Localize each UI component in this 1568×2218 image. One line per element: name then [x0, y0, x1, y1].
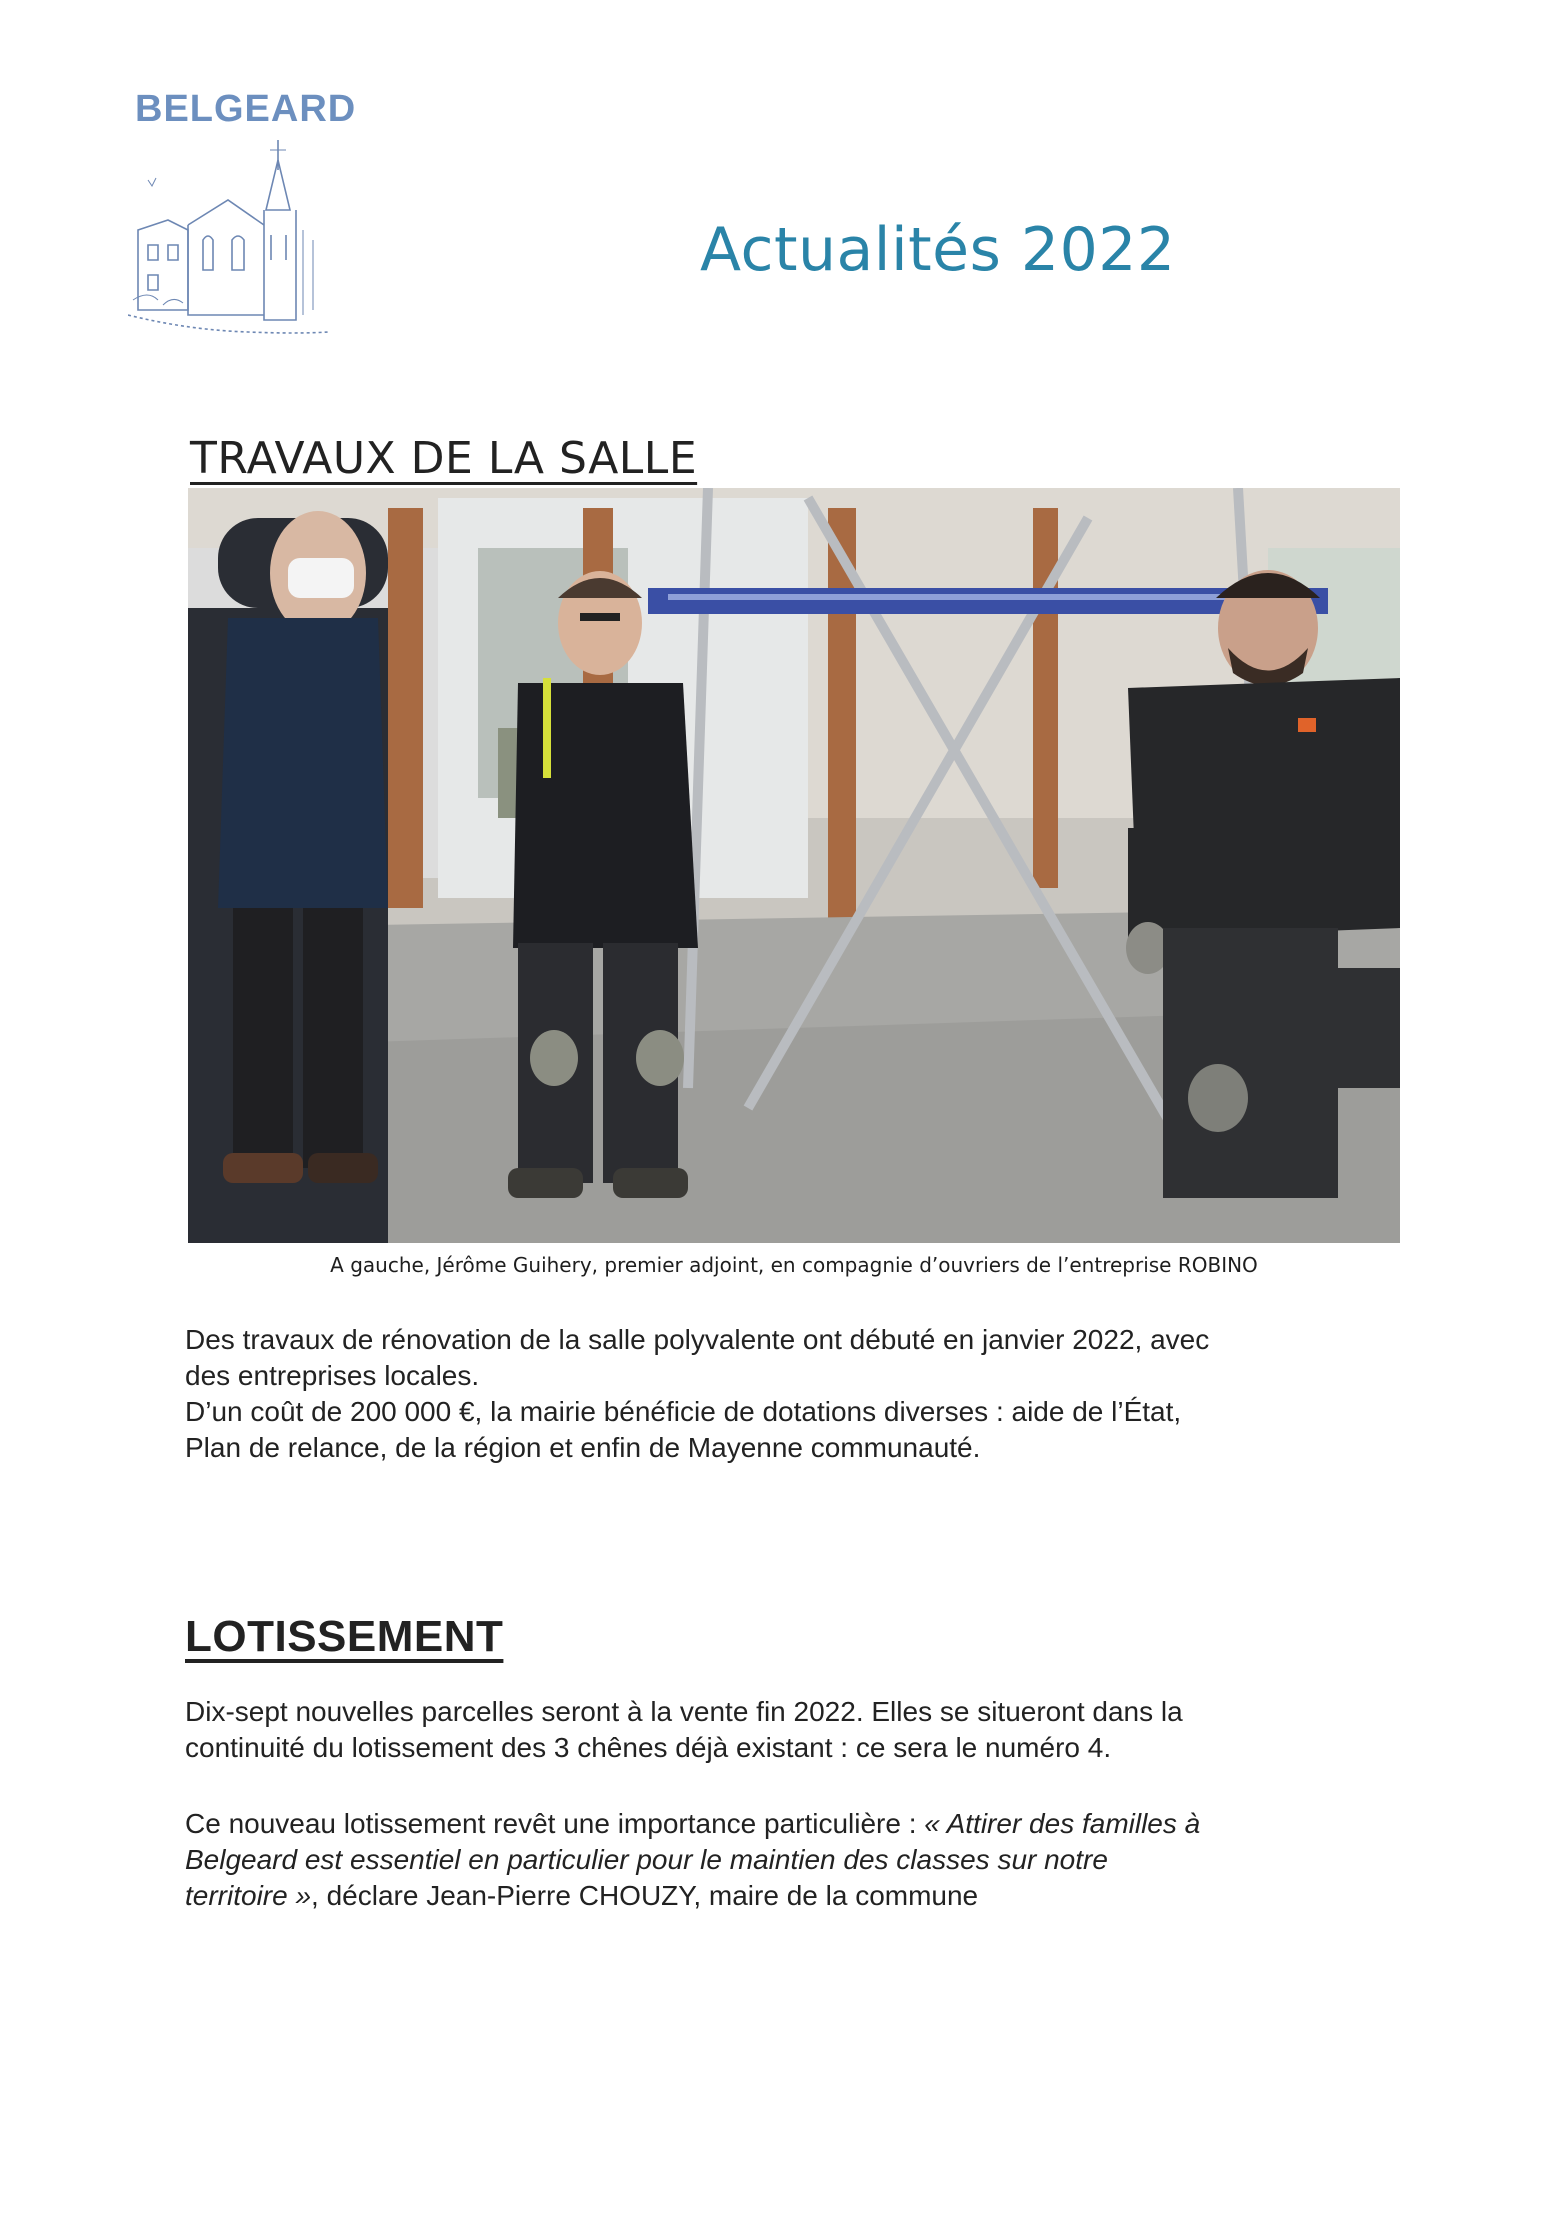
text-line: continuité du lotissement des 3 chênes déjà existant : ce sera le numéro 4. [185, 1732, 1112, 1763]
text-line: Des travaux de rénovation de la salle polyvalente ont débuté en janvier 2022, avec [185, 1324, 1210, 1355]
text-line: D’un coût de 200 000 €, la mairie bénéficie de dotations diverses : aide de l’État, [185, 1396, 1182, 1427]
section-heading-travaux: TRAVAUX DE LA SALLE [190, 433, 698, 484]
church-sketch-icon [128, 140, 348, 345]
quote-text: territoire » [185, 1880, 312, 1911]
text-plain: , déclare Jean-Pierre CHOUZY, maire de la commune [311, 1880, 979, 1911]
text-line [185, 1806, 1405, 1842]
text-line: Dix-sept nouvelles parcelles seront à la vente fin 2022. Elles se situeront dans la [185, 1696, 1183, 1727]
section-lotissement-text-1 [185, 1694, 1405, 1766]
photo-caption: A gauche, Jérôme Guihery, premier adjoint, en compagnie d’ouvriers de l’entreprise ROBINO [330, 1253, 1258, 1277]
text-line [185, 1842, 1405, 1878]
text-plain: Ce nouveau lotissement revêt une importance particulière : [185, 1808, 925, 1839]
logo-text: BELGEARD [135, 88, 357, 130]
text-line: des entreprises locales. [185, 1360, 480, 1391]
workers-photo [188, 488, 1400, 1243]
section-heading-lotissement: LOTISSEMENT [185, 1612, 504, 1661]
text-line: Plan de relance, de la région et enfin de Mayenne communauté. [185, 1432, 981, 1463]
text-line [185, 1878, 1405, 1914]
section-travaux-text [185, 1322, 1405, 1466]
quote-text: « Attirer des familles à [924, 1808, 1201, 1839]
page-title: Actualités 2022 [700, 215, 1176, 285]
section-lotissement-text-2 [185, 1806, 1405, 1914]
quote-text: Belgeard est essentiel en particulier pour le maintien des classes sur notre [185, 1844, 1108, 1875]
